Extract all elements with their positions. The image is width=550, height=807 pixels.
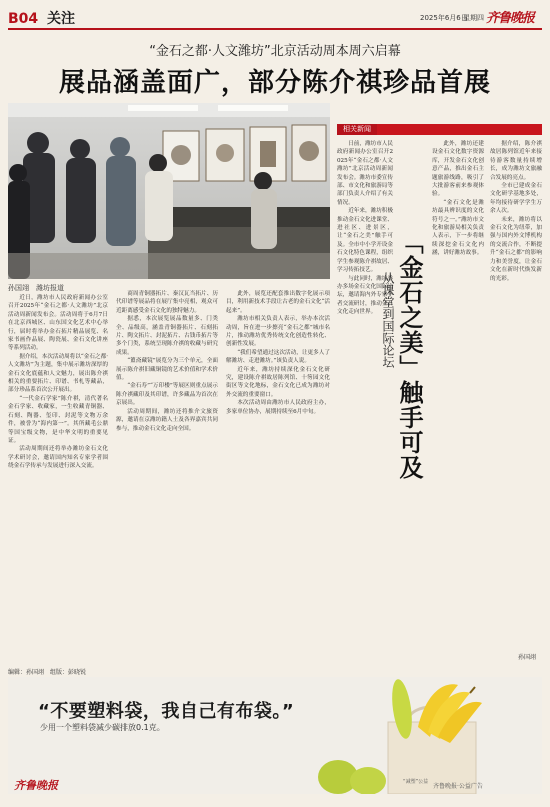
article-column-1 bbox=[8, 294, 108, 664]
paragraph: 此外，潍坊还建设金石文化数字资源库，开发金石文化创意产品，推出金石主题旅游线路，吸引了大批游客前来参观体验。 bbox=[432, 141, 484, 198]
article-column-2 bbox=[116, 290, 218, 664]
issue-weekday: 星期四 bbox=[463, 14, 484, 22]
related-news-bar bbox=[337, 124, 542, 135]
public-service-ad bbox=[8, 677, 542, 794]
section-name: 关注 bbox=[47, 11, 76, 27]
paragraph: 日前，潍坊市人民政府新闻办公室召开2025年“金石之都·人文潍坊”北京活动周新闻发布会。潍坊市委宣传部、市文化和旅游局等部门负责人介绍了有关情况。 bbox=[337, 141, 393, 206]
article-subhead: “金石之都·人文潍坊”北京活动周本周六启幕 bbox=[149, 44, 401, 59]
issue-date: 2025年6月6日 bbox=[420, 14, 468, 22]
paragraph: “金石文化是潍坊最具辨识度的文化符号之一。”潍坊市文化和旅游局相关负责人表示，下一步将继续深挖金石文化内涵，讲好潍坊故事。 bbox=[432, 199, 484, 257]
editor-credits: 编辑：孙国翊 组版：彭晓锐 bbox=[8, 669, 87, 676]
paragraph: “我们希望通过这次活动，让更多人了解潍坊、走进潍坊。”该负责人说。 bbox=[226, 349, 330, 365]
paragraph: 据悉，本次展览展品数量多、门类全、品级高，涵盖青铜器拓片、石刻拓片、陶文拓片、封泥拓片、古钱币拓片等多个门类，系统呈现陈介祺的收藏与研究成果。 bbox=[116, 316, 218, 356]
article-column-3 bbox=[226, 290, 330, 664]
ad-artwork bbox=[8, 677, 542, 794]
paragraph: “一代金石学家”陈介祺，清代著名金石学家、收藏家，一生收藏青铜器、石刻、陶器、玺印、封泥等文物万余件，被誉为“海内第一”。其所藏毛公鼎等国宝级文物，是中华文明的重要见证。 bbox=[8, 395, 108, 444]
paragraph: “簠斋藏镜”展览分为三个单元，全面展示陈介祺旧藏铜镜的艺术价值和学术价值。 bbox=[116, 358, 218, 382]
related-column-2 bbox=[432, 140, 484, 660]
masthead-logo: 齐鲁晚报 bbox=[486, 11, 535, 26]
paragraph: 商周青铜器拓片、秦汉瓦当拓片、历代印谱等展品将在展厅集中亮相，观众可近距离感受金石文化的独特魅力。 bbox=[116, 291, 218, 314]
section-label bbox=[8, 8, 75, 28]
related-news-tab: 相关新闻 bbox=[337, 124, 377, 135]
paragraph: 活动周期间，潍坊还将推介文旅资源，邀请在京潍坊籍人士及各界嘉宾共同参与，推动金石文化走向全国。 bbox=[116, 408, 218, 432]
ad-bag-text: “减塑”公益 bbox=[403, 779, 429, 785]
article-headline: 展品涵盖面广，部分陈介祺珍品首展 bbox=[58, 68, 491, 98]
paragraph: 与此同时，潍坊举办多场金石文化国际论坛，邀请海内外专家学者交流研讨，推动金石文化走向世界。 bbox=[337, 275, 393, 316]
paragraph: “金石寿”“万印楼”等展区则重点展示陈介祺藏印及其印谱，许多藏品为首次在京展出。 bbox=[116, 383, 218, 407]
paragraph: 据介绍，本次活动周将以“金石之都·人文潍坊”为主题，集中展示潍坊深厚的金石文化底蕴和人文魅力，展出陈介祺相关的重要拓片、印谱、书札等藏品，部分珍品系首次公开展出。 bbox=[8, 353, 108, 394]
paragraph: 此外，展览还配套推出数字化展示项目，利用新技术手段让古老的金石文化“活起来”。 bbox=[226, 291, 330, 314]
related-title: 「金石之美」触手可及 bbox=[395, 230, 423, 480]
paragraph: 近年来，潍坊持续深化金石文化研究，建设陈介祺故居陈列馆、十笏园文化街区等文化地标，金石文化已成为潍坊对外交流的重要窗口。 bbox=[226, 366, 330, 398]
related-subtitle: 从课堂到国际论坛 bbox=[381, 272, 395, 368]
paragraph: 全市已建成金石文化研学基地多处，年均接待研学学生万余人次。 bbox=[490, 183, 542, 215]
ad-slogan: “不要塑料袋，我自己有布袋。” bbox=[38, 701, 295, 722]
paragraph: 近年来，潍坊积极推动金石文化进课堂、进社区、进景区，让“金石之美”触手可及。全市中小学开设金石文化特色课程，组织学生参观陈介祺故居、学习传拓技艺。 bbox=[337, 208, 393, 274]
photo-caption: 孙国翊 潍坊报道 bbox=[8, 284, 64, 292]
page-number: B04 bbox=[8, 11, 39, 27]
ad-logo: 齐鲁晚报 bbox=[14, 779, 58, 792]
paragraph: 近日，潍坊市人民政府新闻办公室召开2025年“金石之都·人文潍坊”北京活动周新闻发布会。活动周将于6月7日在北京西城区、山东国文化艺术中心举行，届时将举办金石拓片精品展览、名家书画作品展、陶瓷展、金石文化讲座等系列活动。 bbox=[8, 295, 108, 352]
paragraph: 潍坊市相关负责人表示，举办本次活动周，旨在进一步擦亮“金石之都”城市名片，推动潍坊优秀传统文化创造性转化、创新性发展。 bbox=[226, 316, 330, 348]
paragraph: 活动周期间还将举办潍坊金石文化学术研讨会，邀请国内知名专家学者围绕金石学传承与发展进行深入交流。 bbox=[8, 446, 108, 470]
paragraph: 本次活动周由潍坊市人民政府主办，多家单位协办，展期持续至6月中旬。 bbox=[226, 400, 330, 415]
page-header bbox=[8, 6, 542, 30]
related-column-3 bbox=[490, 140, 542, 650]
ad-subline: 少用一个塑料袋减少碳排放0.1克。 bbox=[40, 723, 165, 732]
related-column-1 bbox=[337, 140, 393, 660]
paragraph: 据介绍，陈介祺故居陈列馆近年来接待游客数量持续增长，成为潍坊文旅融合发展的亮点。 bbox=[490, 141, 542, 181]
exhibition-photo bbox=[8, 103, 330, 279]
ad-tagline: 齐鲁晚报·公益广告 bbox=[433, 783, 483, 790]
paragraph: 未来，潍坊将以金石文化为纽带，加强与国内外文博机构的交流合作，不断提升“金石之都”的影响力和美誉度，让金石文化在新时代焕发新的光彩。 bbox=[490, 216, 542, 282]
exhibition-photo-graphic bbox=[8, 103, 330, 279]
related-byline: 孙国翊 bbox=[518, 654, 537, 661]
